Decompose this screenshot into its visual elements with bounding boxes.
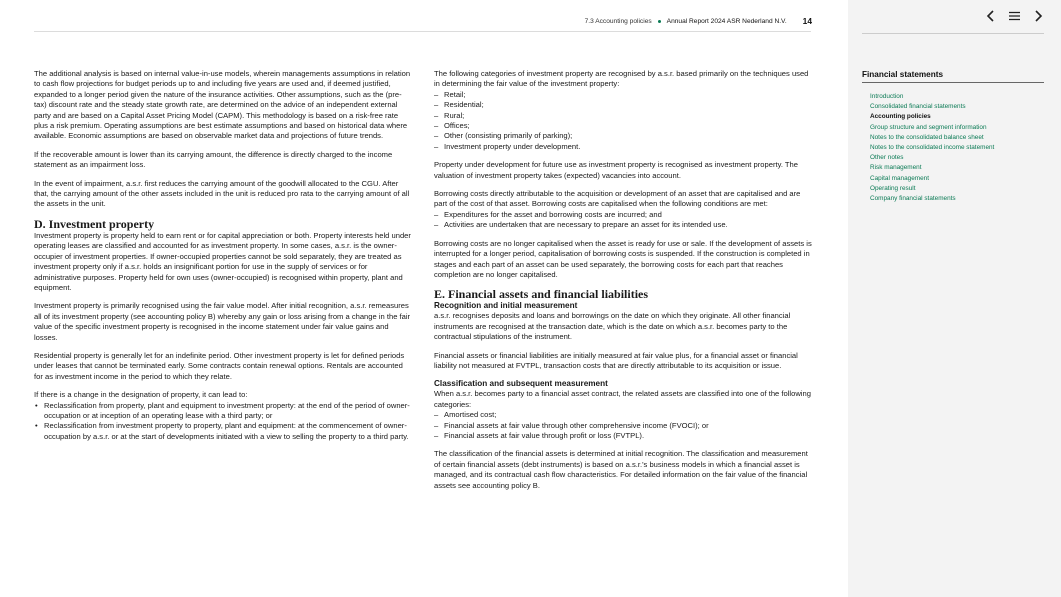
left-column xyxy=(34,69,412,450)
paragraph: Residential property is generally let for an indefinite period. Other investment property is let for defined periods under leases that cannot be terminated early. Some contracts contain renewal options. Rentals are accounted for as investment income in the period to which they relate. xyxy=(34,350,405,381)
section-heading-e: E. Financial assets and financial liabilities xyxy=(434,287,649,302)
paragraph: The following categories of investment property are recognised by a.s.r. based primarily on the techniques used in determining the fair value of the investment property: xyxy=(434,69,809,89)
list-item: • Reclassification from investment property to property, plant and equipment: at the commencement of owner-occupation by a.s.r. or at the start of developments initiated with a view to selling the property to a third party. xyxy=(34,421,412,442)
list-item: – Financial assets at fair value through profit or loss (FVTPL). xyxy=(434,431,812,441)
sidebar-divider xyxy=(862,33,1044,34)
paragraph: Borrowing costs directly attributable to the acquisition or development of an asset that are capitalised and are part of the cost of that asset. Borrowing costs are capitalised when the following conditions are met: xyxy=(434,189,801,209)
paragraph: Financial assets or financial liabilities are initially measured at fair value plus, for a financial asset or financial liability not measured at FVTPL, transaction costs that are directly attributable to its acquisition or issue. xyxy=(434,350,798,370)
list-item: – Rural; xyxy=(434,111,812,121)
toc-introduction[interactable]: Introduction xyxy=(870,93,904,100)
list-item: – Financial assets at fair value through other comprehensive income (FVOCI); or xyxy=(434,421,812,431)
paragraph: The classification of the financial assets is determined at initial recognition. The classification and measurement of certain financial assets (debt instruments) is based on a.s.r.'s business models in which a financial asset is managed, and its contractual cash flow characteristics. For detailed information on the fair value of the financial assets see accounting policy B. xyxy=(434,449,808,490)
section-heading-d: D. Investment property xyxy=(34,216,155,231)
paragraph: Borrowing costs are no longer capitalised when the asset is ready for use or sale. If the development of assets is interrupted for a longer period, capitalisation of borrowing costs is suspended. If the construction is completed in stages and each part of an asset can be used separately, the borrowing costs for each part that reaches completion are no longer capitalised. xyxy=(434,238,812,279)
categories-list xyxy=(434,410,812,441)
designation-list xyxy=(34,401,412,443)
toc-other-notes[interactable]: Other notes xyxy=(870,154,904,162)
page-header xyxy=(500,15,812,27)
right-column xyxy=(434,69,812,499)
sidebar xyxy=(848,0,1061,597)
toc-risk-management[interactable]: Risk management xyxy=(870,164,922,172)
header-section: 7.3 Accounting policies xyxy=(584,17,652,25)
toc-accounting-policies[interactable]: Accounting policies xyxy=(870,113,931,121)
page-number: 14 xyxy=(802,16,812,26)
paragraph: If there is a change in the designation of property, it can lead to: xyxy=(34,390,248,400)
list-item: • Reclassification from property, plant and equipment to investment property: at the end of the period of owner-occupation or at inception of an operating lease with a third party; or xyxy=(34,401,412,422)
list-item: – Investment property under development. xyxy=(434,142,812,152)
toc-consolidated-financial-statements[interactable]: Consolidated financial statements xyxy=(870,103,966,111)
list-item: – Retail; xyxy=(434,90,812,100)
menu-icon[interactable] xyxy=(1007,8,1021,24)
list-item: – Residential; xyxy=(434,100,812,110)
paragraph: Investment property is primarily recognised using the fair value model. After initial recognition, a.s.r. remeasures all of its investment property (see accounting policy B) whereby any gain or loss arising from a change in the fair value of the specific investment property is recognised in the income statement under fair value gains and losses. xyxy=(34,301,411,342)
paragraph: The additional analysis is based on internal value-in-use models, wherein managements assumptions in relation to cash flow projections for budget periods up to and including five years are used and, if deemed justified, expanded to a longer period given the nature of the insurance activities. Other assumptions, such as the (pre-tax) discount rate and the steady state growth rate, are determined on the advice of an independent external party and are based on a Capital Asset Pricing Model (CAPM). This methodology is based on a risk-free rate plus a risk premium. Operating assumptions are best estimate assumptions and based on historical data where available. Economic assumptions are based on observable market data and projections of future trends. xyxy=(34,69,411,141)
conditions-list xyxy=(434,210,812,231)
table-of-contents xyxy=(870,92,1040,204)
paragraph: Investment property is property held to earn rent or for capital appreciation or both. Property interests held under operating leases are classified and accounted for as investment property. In some cases, a.s.r. is the owner-occupier of investment properties. If owner-occupied properties cannot be sold separately, they are treated as investment property only if a.s.r. holds an insignificant portion for use in the supply of services or for administrative purposes. Property held for own uses (owner-occupied) is recognised within property, plant and equipment. xyxy=(34,230,411,292)
chevron-right-icon[interactable] xyxy=(1031,8,1045,24)
paragraph: In the event of impairment, a.s.r. first reduces the carrying amount of the goodwill allocated to the CGU. After that, the carrying amount of the other assets included in the unit is reduced pro rata to the carrying amount of all the assets in the unit. xyxy=(34,178,410,209)
property-categories-list xyxy=(434,90,812,152)
list-item: – Expenditures for the asset and borrowing costs are incurred; and xyxy=(434,210,812,220)
subheading-recognition: Recognition and initial measurement xyxy=(434,301,578,311)
paragraph: a.s.r. recognises deposits and loans and borrowings on the date on which they originate. All other financial instruments are recognised at the transaction date, which is the date on which a.s.r. becomes party to the contractual stipulations of the instrument. xyxy=(434,311,791,342)
sidebar-title-underline xyxy=(862,82,1044,83)
list-item: – Activities are undertaken that are necessary to prepare an asset for its intended use. xyxy=(434,220,812,230)
header-separator-dot-icon xyxy=(658,20,661,23)
list-item: – Offices; xyxy=(434,121,812,131)
toc-capital-management[interactable]: Capital management xyxy=(870,174,929,182)
subheading-classification: Classification and subsequent measurement xyxy=(434,379,608,389)
paragraph: Property under development for future use as investment property is recognised as investment property. The valuation of investment property takes (expected) vacancies into account. xyxy=(434,160,798,180)
chevron-left-icon[interactable] xyxy=(983,8,997,24)
paragraph: If the recoverable amount is lower than its carrying amount, the difference is directly charged to the income statement as an impairment loss. xyxy=(34,149,393,170)
header-report-title: Annual Report 2024 ASR Nederland N.V. xyxy=(666,17,787,25)
toc-notes-balance-sheet[interactable]: Notes to the consolidated balance sheet xyxy=(870,133,984,141)
paragraph: When a.s.r. becomes party to a financial asset contract, the related assets are classified into one of the following categories: xyxy=(434,389,811,409)
toc-operating-result[interactable]: Operating result xyxy=(870,184,916,192)
toc-group-structure[interactable]: Group structure and segment information xyxy=(870,123,987,131)
list-item: – Amortised cost; xyxy=(434,410,812,420)
header-divider xyxy=(34,31,811,32)
list-item: – Other (consisting primarily of parking); xyxy=(434,131,812,141)
page-navigation xyxy=(983,8,1045,24)
toc-notes-income-statement[interactable]: Notes to the consolidated income statement xyxy=(870,144,995,152)
toc-company-financial-statements[interactable]: Company financial statements xyxy=(870,195,956,203)
sidebar-title: Financial statements xyxy=(862,70,943,79)
